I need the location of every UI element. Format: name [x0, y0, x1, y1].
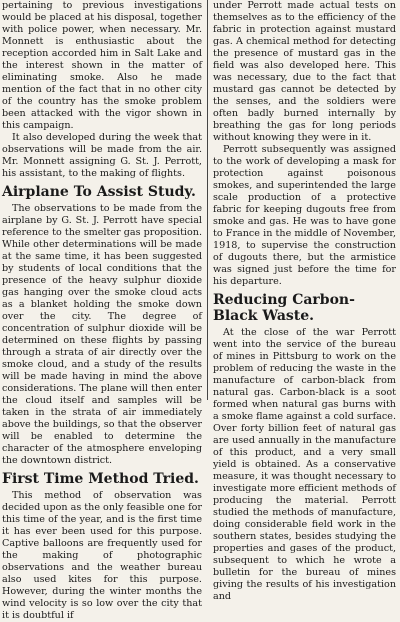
- left-paragraph-4: This method of observation was decided upon as the only feasible one for this time of the year, and is the first time it has ever been used for this purpose. Captive balloons are frequently used for the making of photographic observations and the weather bureau also used kites for this purpose. However, during the winter months the wind velocity is so low over the city that it is doubtful if: [2, 490, 203, 621]
- right-paragraph-2: Perrott subsequently was assigned to the work of developing a mask for protection against poisonous smokes, and superintended the large scale production of a protective fabric for keeping dugouts free from smoke and gas. He was to have gone to France in the middle of November, 1918, to supervise the construction of dugouts there, but the armistice was signed just before the time for his departure.: [213, 144, 396, 287]
- heading-airplane-study: Airplane To Assist Study.: [2, 184, 196, 200]
- right-paragraph-1: under Perrott made actual tests on themselves as to the efficiency of the fabric in protection against mustard gas. A chemical method for detecting the presence of mustard gas in the field was also developed here. This was necessary, due to the fact that mustard gas cannot be detected by the senses, and the soldiers were often badly burned internally by breathing the gas for long periods without knowing they were in it.: [213, 0, 396, 143]
- right-paragraph-3: At the close of the war Perrott went into the service of the bureau of mines in Pittsburg to work on the problem of reducing the waste in the manufacture of carbon-black from natural gas. Carbon-black is a soot formed when natural gas burns with a smoke flame against a cold surface. Over forty billion feet of natural gas are used annually in the manufacture of this product, and a very small yield is obtained. As a conservative measure, it was thought necessary to investigate more efficient methods of producing the material. Perrott studied the methods of manufacture, doing considerable field work in the southern states, besides studying the properties and gases of the product, subsequent to which he wrote a bulletin for the bureau of mines giving the results of his investigation and: [213, 327, 396, 602]
- left-column: [2, 0, 202, 622]
- right-column: [213, 0, 396, 603]
- left-paragraph-2: It also developed during the week that observations will be made from the air. Mr. Monnett assigning G. St. J. Perrott, his assistant, to the making of flights.: [2, 132, 202, 179]
- column-divider: [207, 0, 208, 400]
- heading-first-time-method: First Time Method Tried.: [2, 471, 199, 487]
- left-paragraph-3: The observations to be made from the airplane by G. St. J. Perrott have special reference to the smelter gas proposition. While other determinations will be made at the same time, it has been suggested by students of local conditions that the presence of the heavy sulphur dioxide gas hanging over the smoke cloud acts as a blanket holding the smoke down over the city. The degree of concentration of sulphur dioxide will be determined on these flights by passing through a strata of air directly over the smoke cloud, and a study of the results will be made having in mind the above considerations. The plane will then enter the cloud itself and samples will be taken in the strata of air immediately above the buildings, so that the observer will be enabled to determine the character of the atmosphere enveloping the downtown district.: [2, 203, 202, 466]
- left-paragraph-1: pertaining to previous investigations would be placed at his disposal, together with police power, when necessary. Mr. Monnett is enthusiastic about the reception accorded him in Salt Lake and the interest shown in the matter of eliminating smoke. Also he made mention of the fact that in no other city of the country has the smoke problem been attacked with the vigor shown in this campaign.: [2, 0, 202, 131]
- heading-carbon-black-waste: Reducing Carbon-Black Waste.: [213, 292, 355, 324]
